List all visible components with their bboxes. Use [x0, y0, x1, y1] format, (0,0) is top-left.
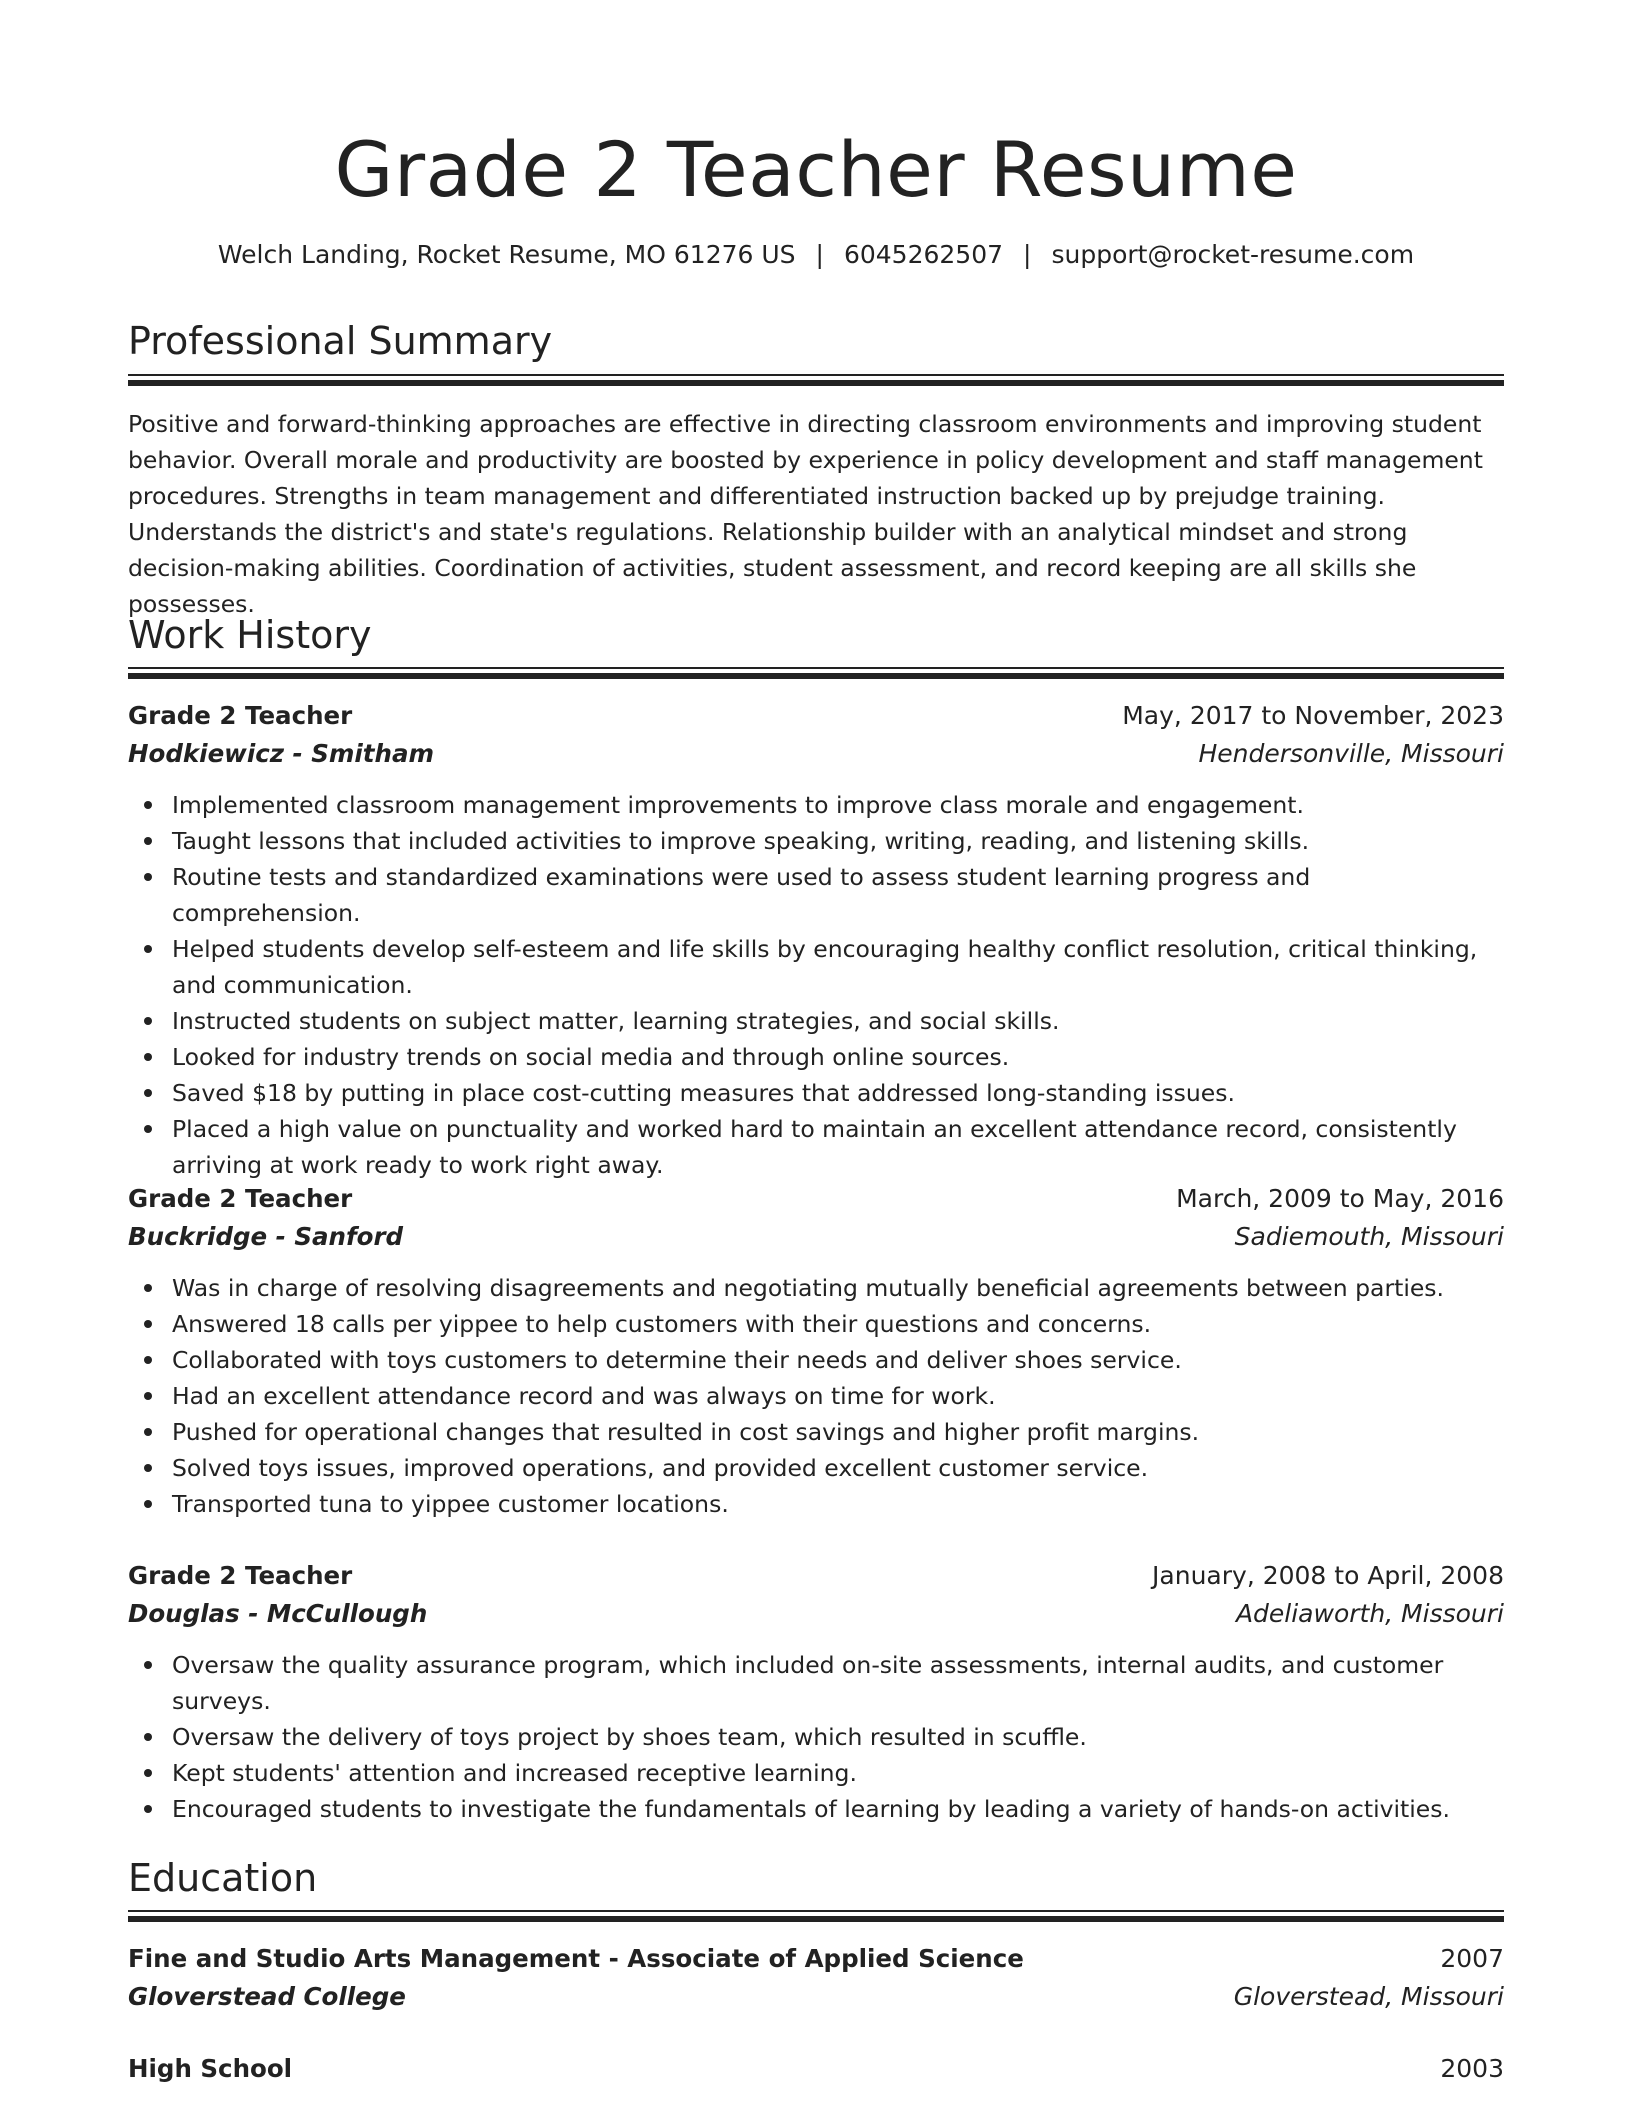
job-title: Grade 2 Teacher	[128, 1184, 353, 1213]
job-dates: January, 2008 to April, 2008	[1152, 1561, 1504, 1590]
list-item: Oversaw the delivery of toys project by shoes team, which resulted in scuffle.	[128, 1719, 1504, 1755]
list-item: Taught lessons that included activities to improve speaking, writing, reading, and listening skills.	[128, 823, 1504, 859]
job-title: Grade 2 Teacher	[128, 1561, 353, 1590]
school: Gloverstead College	[128, 1982, 406, 2011]
phone: 6045262507	[843, 240, 1004, 269]
job-entry	[128, 697, 1504, 1183]
list-item: Implemented classroom management improvements to improve class morale and engagement.	[128, 787, 1504, 823]
list-item: Placed a high value on punctuality and worked hard to maintain an excellent attendance record, consistently arriving at work ready to work right away.	[128, 1111, 1504, 1183]
list-item: Collaborated with toys customers to determine their needs and deliver shoes service.	[128, 1342, 1504, 1378]
section-divider	[128, 1910, 1504, 1922]
job-location: Adeliaworth, Missouri	[1235, 1599, 1504, 1628]
list-item: Helped students develop self-esteem and life skills by encouraging healthy conflict resolution, critical thinking, and communication.	[128, 931, 1504, 1003]
contact-separator: |	[1023, 240, 1032, 269]
list-item: Kept students' attention and increased receptive learning.	[128, 1755, 1504, 1791]
list-item: Transported tuna to yippee customer locations.	[128, 1486, 1504, 1522]
education-year: 2003	[1440, 2054, 1504, 2083]
section-heading-education: Education	[128, 1856, 318, 1900]
degree: High School	[128, 2054, 293, 2083]
degree: Fine and Studio Arts Management - Associate of Applied Science	[128, 1944, 1024, 1973]
list-item: Encouraged students to investigate the fundamentals of learning by leading a variety of hands-on activities.	[128, 1791, 1504, 1827]
job-bullets	[128, 1647, 1504, 1827]
contact-separator: |	[815, 240, 824, 269]
job-entry	[128, 1180, 1504, 1522]
section-divider	[128, 374, 1504, 386]
job-title: Grade 2 Teacher	[128, 701, 353, 730]
job-dates: March, 2009 to May, 2016	[1176, 1184, 1504, 1213]
job-location: Sadiemouth, Missouri	[1234, 1222, 1504, 1251]
section-heading-work-history: Work History	[128, 613, 372, 657]
job-company: Buckridge - Sanford	[128, 1222, 404, 1251]
section-divider	[128, 667, 1504, 679]
job-company: Douglas - McCullough	[128, 1599, 428, 1628]
school-location: Gloverstead, Missouri	[1233, 1982, 1504, 2011]
education-entry	[128, 2050, 1504, 2088]
list-item: Oversaw the quality assurance program, which included on-site assessments, internal audits, and customer surveys.	[128, 1647, 1504, 1719]
job-location: Hendersonville, Missouri	[1198, 739, 1504, 768]
job-bullets	[128, 787, 1504, 1183]
contact-line	[128, 237, 1504, 273]
list-item: Had an excellent attendance record and was always on time for work.	[128, 1378, 1504, 1414]
list-item: Solved toys issues, improved operations, and provided excellent customer service.	[128, 1450, 1504, 1486]
list-item: Pushed for operational changes that resulted in cost savings and higher profit margins.	[128, 1414, 1504, 1450]
job-company: Hodkiewicz - Smitham	[128, 739, 435, 768]
job-entry	[128, 1557, 1504, 1827]
list-item: Was in charge of resolving disagreements and negotiating mutually beneficial agreements between parties.	[128, 1270, 1504, 1306]
education-entry	[128, 1940, 1504, 2016]
list-item: Looked for industry trends on social media and through online sources.	[128, 1039, 1504, 1075]
job-dates: May, 2017 to November, 2023	[1122, 701, 1504, 730]
list-item: Saved $18 by putting in place cost-cutting measures that addressed long-standing issues.	[128, 1075, 1504, 1111]
summary-text: Positive and forward-thinking approaches are effective in directing classroom environments and improving student behavior. Overall morale and productivity are boosted by experience in policy development and staff management procedures. Strengths in team management and differentiated instruction backed up by prejudge training. Understands the district's and state's regulations. Relationship builder with an analytical mindset and strong decision-making abilities. Coordination of activities, student assessment, and record keeping are all skills she possesses.	[128, 410, 1483, 618]
address: Welch Landing, Rocket Resume, MO 61276 US	[217, 240, 796, 269]
job-bullets	[128, 1270, 1504, 1522]
page-title: Grade 2 Teacher Resume	[334, 125, 1298, 214]
email: support@rocket-resume.com	[1051, 240, 1415, 269]
section-heading-summary: Professional Summary	[128, 319, 553, 363]
education-year: 2007	[1440, 1944, 1504, 1973]
list-item: Instructed students on subject matter, learning strategies, and social skills.	[128, 1003, 1504, 1039]
list-item: Answered 18 calls per yippee to help customers with their questions and concerns.	[128, 1306, 1504, 1342]
list-item: Routine tests and standardized examinations were used to assess student learning progress and comprehension.	[128, 859, 1504, 931]
